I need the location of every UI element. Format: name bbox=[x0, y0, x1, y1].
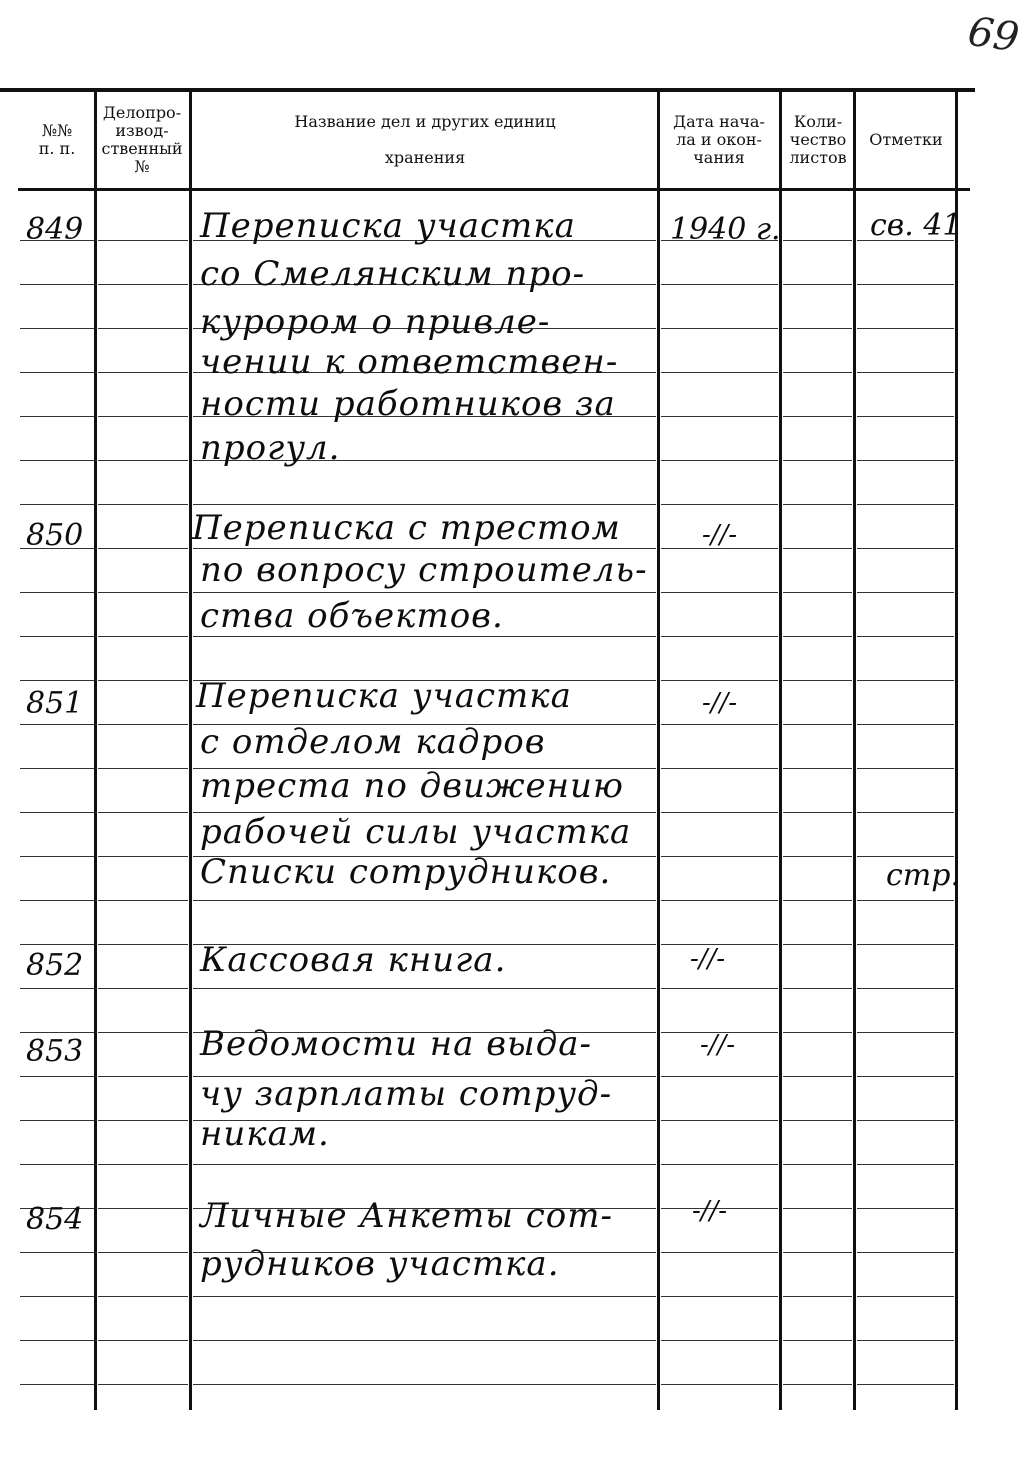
entry-title-line: треста по движению bbox=[200, 766, 624, 806]
ruled-line bbox=[661, 856, 778, 857]
entry-title-line: с отделом кадров bbox=[200, 722, 546, 762]
ruled-line bbox=[98, 592, 188, 593]
ruled-line bbox=[857, 328, 954, 329]
ruled-line bbox=[783, 812, 852, 813]
entry-number: 851 bbox=[26, 686, 84, 721]
ruled-line bbox=[20, 1164, 94, 1165]
ruled-line bbox=[20, 284, 94, 285]
ruled-line bbox=[20, 988, 94, 989]
ruled-line bbox=[857, 548, 954, 549]
entry-title-line: ства объектов. bbox=[200, 596, 504, 636]
ruled-line bbox=[661, 328, 778, 329]
ruled-line bbox=[98, 636, 188, 637]
entry-title-line: рудников участка. bbox=[200, 1244, 560, 1284]
ruled-line bbox=[661, 1384, 778, 1385]
ruled-line bbox=[98, 724, 188, 725]
ruled-line bbox=[20, 724, 94, 725]
ruled-line bbox=[783, 284, 852, 285]
ruled-line bbox=[193, 636, 656, 637]
ruled-line bbox=[857, 724, 954, 725]
ruled-line bbox=[98, 680, 188, 681]
ruled-line bbox=[857, 1208, 954, 1209]
ruled-line bbox=[20, 504, 94, 505]
entry-title-line: курором о привле- bbox=[200, 302, 551, 342]
ruled-line bbox=[20, 460, 94, 461]
ruled-line bbox=[783, 1296, 852, 1297]
ruled-line bbox=[783, 944, 852, 945]
page-number: 69 bbox=[965, 8, 1022, 62]
ruled-line bbox=[20, 1384, 94, 1385]
entry-title-line: ности работников за bbox=[200, 384, 616, 424]
ruled-line bbox=[98, 328, 188, 329]
ruled-line bbox=[98, 768, 188, 769]
entry-date-ditto: -//- bbox=[702, 688, 738, 718]
header-number: №№ п. п. bbox=[38, 121, 76, 158]
ruled-line bbox=[98, 1384, 188, 1385]
ruled-line bbox=[20, 636, 94, 637]
ruled-line bbox=[98, 900, 188, 901]
header-office-number: Делопро- извод- ственный № bbox=[101, 103, 183, 176]
ruled-line bbox=[20, 944, 94, 945]
ruled-line bbox=[20, 856, 94, 857]
ruled-line bbox=[193, 548, 656, 549]
ruled-line bbox=[857, 812, 954, 813]
ruled-line bbox=[661, 416, 778, 417]
ruled-line bbox=[857, 988, 954, 989]
ruled-line bbox=[20, 812, 94, 813]
entry-title-line: по вопросу строитель- bbox=[200, 550, 648, 590]
entry-title-line: Переписка участка bbox=[196, 676, 572, 716]
ruled-line bbox=[98, 240, 188, 241]
ruled-line bbox=[661, 1164, 778, 1165]
entry-number: 853 bbox=[26, 1034, 84, 1069]
ruled-line bbox=[20, 1120, 94, 1121]
entry-number: 852 bbox=[26, 948, 84, 983]
ruled-line bbox=[661, 724, 778, 725]
entry-note: стр. bbox=[886, 858, 960, 893]
ruled-line bbox=[783, 1076, 852, 1077]
ruled-line bbox=[661, 284, 778, 285]
ruled-line bbox=[20, 900, 94, 901]
ruled-line bbox=[783, 988, 852, 989]
ruled-line bbox=[783, 1164, 852, 1165]
entry-title-line: чу зарплаты сотруд- bbox=[200, 1074, 613, 1114]
entry-title-line: Ведомости на выда- bbox=[200, 1024, 593, 1064]
ruled-line bbox=[98, 856, 188, 857]
ruled-line bbox=[20, 328, 94, 329]
entry-date-ditto: -//- bbox=[700, 1030, 736, 1060]
ruled-line bbox=[857, 416, 954, 417]
entry-title-line: чении к ответствен- bbox=[200, 342, 619, 382]
ruled-line bbox=[783, 548, 852, 549]
ruled-line bbox=[98, 1076, 188, 1077]
ruled-line bbox=[20, 592, 94, 593]
entry-title-line: со Смелянским про- bbox=[200, 254, 586, 294]
ruled-line bbox=[783, 1120, 852, 1121]
ruled-line bbox=[783, 1208, 852, 1209]
entry-date-ditto: -//- bbox=[692, 1196, 728, 1226]
ruled-line bbox=[857, 1076, 954, 1077]
ruled-line bbox=[193, 1340, 656, 1341]
ruled-line bbox=[857, 944, 954, 945]
ruled-line bbox=[661, 680, 778, 681]
ruled-line bbox=[783, 768, 852, 769]
ruled-line bbox=[783, 856, 852, 857]
ruled-line bbox=[20, 416, 94, 417]
ruled-line bbox=[20, 1340, 94, 1341]
ruled-line bbox=[98, 1340, 188, 1341]
ruled-line bbox=[857, 1340, 954, 1341]
ruled-line bbox=[857, 592, 954, 593]
ruled-line bbox=[857, 636, 954, 637]
ruled-line bbox=[857, 1164, 954, 1165]
ruled-line bbox=[783, 900, 852, 901]
ruled-line bbox=[193, 1296, 656, 1297]
entry-title-line: Переписка участка bbox=[200, 206, 576, 246]
ruled-line bbox=[20, 1252, 94, 1253]
ruled-line bbox=[783, 1384, 852, 1385]
entry-number: 854 bbox=[26, 1202, 84, 1237]
entry-title-line: Переписка с трестом bbox=[192, 508, 621, 548]
ruled-line bbox=[783, 592, 852, 593]
ruled-line bbox=[857, 900, 954, 901]
entry-date-ditto: -//- bbox=[702, 520, 738, 550]
column-divider bbox=[779, 92, 782, 1410]
ruled-line bbox=[857, 1120, 954, 1121]
ruled-line bbox=[783, 1340, 852, 1341]
entry-title-line: рабочей силы участка bbox=[200, 812, 632, 852]
ruled-line bbox=[783, 416, 852, 417]
ruled-line bbox=[193, 504, 656, 505]
ruled-line bbox=[98, 504, 188, 505]
header-bottom-border bbox=[18, 188, 970, 191]
entry-title-line: Кассовая книга. bbox=[200, 940, 507, 980]
ruled-line bbox=[661, 1120, 778, 1121]
ruled-line bbox=[857, 284, 954, 285]
ruled-line bbox=[98, 548, 188, 549]
ruled-line bbox=[857, 1384, 954, 1385]
ruled-line bbox=[193, 1164, 656, 1165]
ruled-line bbox=[20, 768, 94, 769]
column-divider bbox=[853, 92, 856, 1410]
column-divider bbox=[189, 92, 192, 1410]
ruled-line bbox=[98, 372, 188, 373]
ruled-line bbox=[857, 1252, 954, 1253]
header-title: Название дел и других единиц хранения bbox=[294, 112, 556, 167]
column-divider bbox=[94, 92, 97, 1410]
ruled-line bbox=[98, 1164, 188, 1165]
ruled-line bbox=[193, 1384, 656, 1385]
ruled-line bbox=[98, 988, 188, 989]
ruled-line bbox=[20, 1296, 94, 1297]
ruled-line bbox=[783, 724, 852, 725]
ruled-line bbox=[193, 900, 656, 901]
entry-title-line: никам. bbox=[200, 1114, 330, 1154]
ruled-line bbox=[193, 988, 656, 989]
ruled-line bbox=[98, 944, 188, 945]
ruled-line bbox=[661, 812, 778, 813]
ruled-line bbox=[857, 504, 954, 505]
ruled-line bbox=[98, 812, 188, 813]
ruled-line bbox=[193, 592, 656, 593]
ruled-line bbox=[661, 900, 778, 901]
ruled-line bbox=[857, 460, 954, 461]
ruled-line bbox=[98, 460, 188, 461]
ruled-line bbox=[98, 1208, 188, 1209]
ruled-line bbox=[857, 768, 954, 769]
entry-date-ditto: -//- bbox=[690, 944, 726, 974]
ruled-line bbox=[661, 372, 778, 373]
header-dates: Дата нача- ла и окон- чания bbox=[673, 112, 765, 167]
ruled-line bbox=[783, 240, 852, 241]
ruled-line bbox=[20, 1032, 94, 1033]
ruled-line bbox=[20, 680, 94, 681]
entry-number: 850 bbox=[26, 518, 84, 553]
entry-note: св. 41 bbox=[870, 208, 962, 243]
ruled-line bbox=[661, 460, 778, 461]
ruled-line bbox=[98, 1032, 188, 1033]
ruled-line bbox=[20, 372, 94, 373]
ruled-line bbox=[661, 1252, 778, 1253]
entry-title-line: прогул. bbox=[200, 428, 341, 468]
ruled-line bbox=[783, 1032, 852, 1033]
entry-number: 849 bbox=[26, 212, 84, 247]
ruled-line bbox=[20, 1076, 94, 1077]
ruled-line bbox=[661, 768, 778, 769]
ruled-line bbox=[661, 504, 778, 505]
ruled-line bbox=[98, 284, 188, 285]
header-notes: Отметки bbox=[869, 130, 943, 149]
ruled-line bbox=[661, 1076, 778, 1077]
header-sheets: Коли- чество листов bbox=[789, 112, 847, 167]
entry-title-line: Личные Анкеты сот- bbox=[200, 1196, 613, 1236]
ruled-line bbox=[783, 460, 852, 461]
ruled-line bbox=[857, 856, 954, 857]
column-divider bbox=[657, 92, 660, 1410]
ruled-line bbox=[661, 636, 778, 637]
ruled-line bbox=[857, 1296, 954, 1297]
ruled-line bbox=[661, 988, 778, 989]
ruled-line bbox=[783, 636, 852, 637]
ruled-line bbox=[857, 1032, 954, 1033]
entry-date: 1940 г. bbox=[670, 212, 781, 247]
ruled-line bbox=[661, 1340, 778, 1341]
ruled-line bbox=[783, 680, 852, 681]
ruled-line bbox=[661, 1296, 778, 1297]
ruled-line bbox=[98, 1120, 188, 1121]
ruled-line bbox=[783, 372, 852, 373]
ruled-line bbox=[98, 1296, 188, 1297]
ruled-line bbox=[783, 328, 852, 329]
ruled-line bbox=[661, 592, 778, 593]
column-divider bbox=[955, 92, 958, 1410]
ruled-line bbox=[857, 680, 954, 681]
ruled-line bbox=[98, 1252, 188, 1253]
ruled-line bbox=[783, 1252, 852, 1253]
ruled-line bbox=[783, 504, 852, 505]
ruled-line bbox=[857, 372, 954, 373]
entry-title-line: Списки сотрудников. bbox=[200, 852, 612, 892]
ruled-line bbox=[98, 416, 188, 417]
